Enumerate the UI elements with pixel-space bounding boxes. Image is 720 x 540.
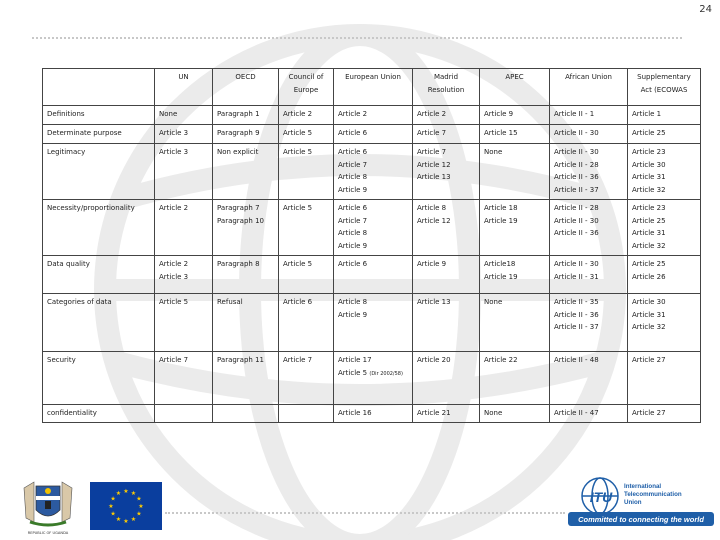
cell-text: Article 12 xyxy=(417,160,451,169)
uganda-coat-of-arms-logo xyxy=(20,478,76,536)
cell-text: Article 6 xyxy=(338,260,368,268)
cell-text: Article II - 35 xyxy=(554,298,599,306)
table-cell xyxy=(413,125,480,144)
cell-text: Article 5 xyxy=(283,260,313,268)
table-cell xyxy=(279,405,334,423)
table-cell xyxy=(550,256,628,294)
cell-text: Article 7 xyxy=(417,129,447,137)
column-header: Supplementary Act (ECOWAS xyxy=(628,69,701,106)
table-cell xyxy=(550,200,628,256)
table-row xyxy=(43,294,701,352)
cell-text: Article 13 xyxy=(417,298,451,306)
cell-text: Article 18 xyxy=(484,204,518,212)
cell-text: Article 3 xyxy=(159,148,189,156)
eu-star: ★ xyxy=(123,518,129,526)
cell-text: Article 2 xyxy=(283,110,313,118)
table-cell xyxy=(213,352,279,405)
cell-text: Article II - 28 xyxy=(554,204,599,212)
cell-text: Article 17 xyxy=(338,356,372,364)
uganda-logo-caption: REPUBLIC OF UGANDA xyxy=(27,531,69,535)
column-header: European Union xyxy=(334,69,413,106)
top-divider xyxy=(32,37,682,39)
cell-text: Non explicit xyxy=(217,148,259,156)
table-cell xyxy=(550,294,628,352)
eu-star: ★ xyxy=(110,510,116,518)
column-header: UN xyxy=(155,69,213,106)
cell-text: None xyxy=(484,409,503,417)
cell-text: Article II - 1 xyxy=(554,110,595,118)
cell-text: Article 25 xyxy=(632,129,666,137)
cell-text: Paragraph 1 xyxy=(217,110,260,118)
cell-text: Article II - 37 xyxy=(554,323,599,331)
table-cell xyxy=(413,200,480,256)
cell-text: Article II - 36 xyxy=(554,173,599,181)
table-row xyxy=(43,352,701,405)
cell-text: Article 5 xyxy=(159,298,189,306)
cell-text: Article 26 xyxy=(632,272,666,281)
cell-text: Article 3 xyxy=(159,272,189,281)
table-cell xyxy=(213,125,279,144)
table-cell xyxy=(279,352,334,405)
itu-name-line-1: International xyxy=(624,483,662,490)
cell-text: Paragraph 11 xyxy=(217,356,264,364)
table-cell xyxy=(413,106,480,125)
eu-star: ★ xyxy=(115,516,122,524)
table-cell xyxy=(413,144,480,200)
eu-star: ★ xyxy=(108,503,114,511)
cell-text: Article 31 xyxy=(632,229,666,237)
row-label: Necessity/proportionality xyxy=(43,200,155,256)
cell-text: Article 16 xyxy=(338,409,372,417)
table-cell xyxy=(155,256,213,294)
cell-text: Article 13 xyxy=(417,173,451,181)
table-cell xyxy=(213,256,279,294)
cell-text: Article 6 xyxy=(338,148,368,156)
cell-text: Article 22 xyxy=(484,356,518,364)
table-cell xyxy=(279,144,334,200)
cell-text: None xyxy=(484,148,503,156)
cell-text: Article 27 xyxy=(632,409,666,417)
table-cell xyxy=(628,106,701,125)
table-cell xyxy=(213,294,279,352)
cell-text: Article II - 30 xyxy=(554,216,599,225)
cell-text: Article 19 xyxy=(484,216,518,225)
table-cell xyxy=(480,352,550,405)
table-cell xyxy=(334,106,413,125)
cell-text: Article II - 30 xyxy=(554,148,599,156)
cell-text: Article 5 xyxy=(283,204,313,212)
cell-text: Article 6 xyxy=(338,129,368,137)
itu-name-line-3: Union xyxy=(624,499,642,506)
table-cell xyxy=(550,125,628,144)
cell-text: Article 2 xyxy=(159,204,189,212)
page-number: 24 xyxy=(699,4,712,15)
cell-text: Article 5 xyxy=(283,148,313,156)
cell-text: Article 8 xyxy=(338,298,368,306)
cell-text: Article 6 xyxy=(283,298,313,306)
table-cell xyxy=(155,144,213,200)
table-cell xyxy=(480,405,550,423)
table-cell xyxy=(550,405,628,423)
eu-star: ★ xyxy=(138,503,144,511)
bottom-divider xyxy=(165,512,565,514)
column-header: Council of Europe xyxy=(279,69,334,106)
itu-logo xyxy=(568,474,714,530)
cell-text: Article 3 xyxy=(159,129,189,137)
cell-text: Article 9 xyxy=(338,185,368,194)
cell-text: Article II - 30 xyxy=(554,260,599,268)
cell-text: Article 32 xyxy=(632,241,666,250)
cell-text: Article 30 xyxy=(632,298,666,306)
cell-text: Article II - 36 xyxy=(554,229,599,237)
table-cell xyxy=(480,106,550,125)
cell-text: Article 23 xyxy=(632,148,666,156)
cell-text: Article 19 xyxy=(484,272,518,281)
table-row xyxy=(43,125,701,144)
table-cell xyxy=(334,352,413,405)
table-cell xyxy=(550,144,628,200)
cell-text: Article 20 xyxy=(417,356,451,364)
eu-star: ★ xyxy=(130,490,137,498)
table-cell xyxy=(155,106,213,125)
table-cell xyxy=(628,294,701,352)
eu-star: ★ xyxy=(136,495,142,503)
cell-text: Article 25 xyxy=(632,216,666,225)
column-header: Madrid Resolution xyxy=(413,69,480,106)
table-cell xyxy=(334,256,413,294)
cell-text: Article 31 xyxy=(632,310,666,319)
cell-text: Article II - 36 xyxy=(554,310,599,319)
column-header: OECD xyxy=(213,69,279,106)
table-row xyxy=(43,144,701,200)
eu-star: ★ xyxy=(136,510,142,518)
cell-text: Article II - 31 xyxy=(554,272,599,281)
cell-text: Article 15 xyxy=(484,129,518,137)
cell-text: Article 9 xyxy=(338,241,368,250)
cell-text: Article II - 28 xyxy=(554,160,599,169)
row-label: confidentiality xyxy=(43,405,155,423)
table-cell xyxy=(628,125,701,144)
cell-text: Article 8 xyxy=(338,229,368,237)
cell-text: Article18 xyxy=(484,260,516,268)
eu-star: ★ xyxy=(115,490,122,498)
table-cell xyxy=(550,352,628,405)
eu-flag-logo xyxy=(90,482,162,530)
cell-text: None xyxy=(159,110,178,118)
cell-text: Article 7 xyxy=(283,356,313,364)
cell-text: Article 6 xyxy=(338,204,368,212)
table-cell xyxy=(628,144,701,200)
table-cell xyxy=(334,294,413,352)
row-label: Security xyxy=(43,352,155,405)
cell-text: Article 30 xyxy=(632,160,666,169)
table-row xyxy=(43,200,701,256)
row-label: Definitions xyxy=(43,106,155,125)
table-cell xyxy=(279,125,334,144)
cell-text: Article 8 xyxy=(417,204,447,212)
cell-text: Article 25 xyxy=(632,260,666,268)
cell-text: Article II - 37 xyxy=(554,185,599,194)
table-cell xyxy=(213,106,279,125)
cell-text: Article 1 xyxy=(632,110,662,118)
column-header: African Union xyxy=(550,69,628,106)
cell-text: Article 9 xyxy=(338,310,368,319)
table-cell xyxy=(213,200,279,256)
table-cell xyxy=(213,144,279,200)
cell-text: Paragraph 8 xyxy=(217,260,260,268)
cell-text: Article 5 (Dir 2002/58) xyxy=(338,368,403,377)
cell-text: Article 7 xyxy=(417,148,447,156)
cell-text: Refusal xyxy=(217,298,243,306)
cell-text: Paragraph 7 xyxy=(217,204,260,212)
table-cell xyxy=(279,256,334,294)
table-cell xyxy=(628,256,701,294)
cell-text: Article 27 xyxy=(632,356,666,364)
itu-tagline: Committed to connecting the world xyxy=(578,515,704,524)
table-row xyxy=(43,106,701,125)
directive-reference: (Dir 2002/58) xyxy=(369,370,403,377)
cell-text: None xyxy=(484,298,503,306)
eu-star: ★ xyxy=(130,516,137,524)
table-cell xyxy=(155,405,213,423)
table-cell xyxy=(628,405,701,423)
row-label: Determinate purpose xyxy=(43,125,155,144)
cell-text: Article II - 47 xyxy=(554,409,599,417)
cell-text: Article II - 30 xyxy=(554,129,599,137)
table-cell xyxy=(413,256,480,294)
table-cell xyxy=(279,294,334,352)
cell-text: Article 8 xyxy=(338,173,368,181)
corner-cell xyxy=(43,69,155,106)
table-cell xyxy=(155,125,213,144)
table-cell xyxy=(628,352,701,405)
table-cell xyxy=(480,144,550,200)
eu-star: ★ xyxy=(110,495,116,503)
row-label: Legitimacy xyxy=(43,144,155,200)
svg-text:ITU: ITU xyxy=(589,489,613,505)
cell-text: Article 12 xyxy=(417,216,451,225)
table-cell xyxy=(155,294,213,352)
cell-text: Article 7 xyxy=(338,216,368,225)
table-cell xyxy=(480,125,550,144)
table-cell xyxy=(334,144,413,200)
table-cell xyxy=(413,352,480,405)
cell-text: Article 2 xyxy=(338,110,368,118)
cell-text: Article 9 xyxy=(417,260,447,268)
cell-text: Article 32 xyxy=(632,323,666,331)
table-cell xyxy=(550,106,628,125)
cell-text: Paragraph 10 xyxy=(217,216,264,225)
eu-star: ★ xyxy=(123,488,129,496)
cell-text: Article 9 xyxy=(484,110,514,118)
row-label: Data quality xyxy=(43,256,155,294)
table-cell xyxy=(279,106,334,125)
cell-text: Article 23 xyxy=(632,204,666,212)
cell-text: Article 5 xyxy=(283,129,313,137)
cell-text: Article II - 48 xyxy=(554,356,599,364)
table-row xyxy=(43,405,701,423)
table-cell xyxy=(155,352,213,405)
cell-text: Article 7 xyxy=(338,160,368,169)
table-cell xyxy=(480,256,550,294)
itu-name-line-2: Telecommunication xyxy=(624,491,682,498)
table-cell xyxy=(155,200,213,256)
cell-text: Article 2 xyxy=(417,110,447,118)
comparison-table xyxy=(42,68,701,423)
cell-text: Article 32 xyxy=(632,185,666,194)
table-cell xyxy=(413,294,480,352)
cell-text: Article 21 xyxy=(417,409,451,417)
table-cell xyxy=(628,200,701,256)
cell-text: Article 7 xyxy=(159,356,189,364)
cell-text: Article 2 xyxy=(159,260,189,268)
table-cell xyxy=(334,125,413,144)
table-cell xyxy=(480,200,550,256)
header-row xyxy=(43,69,701,106)
table-cell xyxy=(279,200,334,256)
table-cell xyxy=(334,405,413,423)
table-cell xyxy=(480,294,550,352)
cell-text: Paragraph 9 xyxy=(217,129,260,137)
table-row xyxy=(43,256,701,294)
table-cell xyxy=(413,405,480,423)
row-label: Categories of data xyxy=(43,294,155,352)
column-header: APEC xyxy=(480,69,550,106)
cell-text: Article 31 xyxy=(632,173,666,181)
table-cell xyxy=(213,405,279,423)
table-cell xyxy=(334,200,413,256)
